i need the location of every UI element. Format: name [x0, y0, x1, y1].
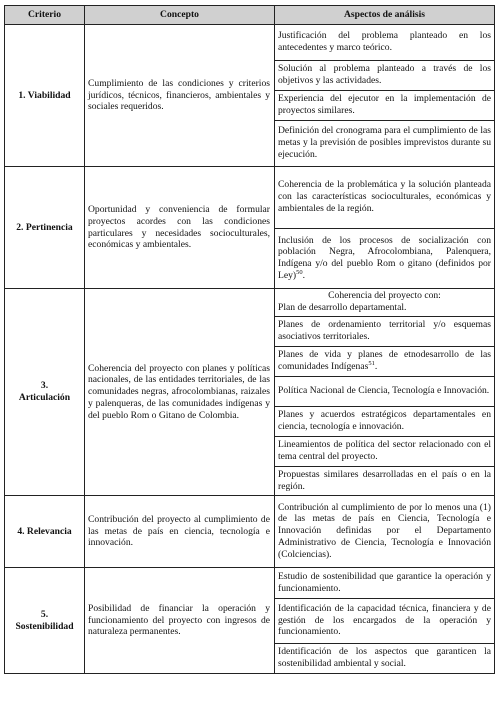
aspectos-subheader: Coherencia del proyecto con:: [328, 290, 441, 302]
aspecto-text: Planes de vida y planes de etnodesarrollo de las comunidades Indígenas: [278, 349, 491, 372]
aspecto-cell: Solución al problema planteado a través de los objetivos y las actividades.: [275, 61, 495, 91]
aspecto-cell: Justificación del problema planteado en los antecedentes y marco teórico.: [275, 25, 495, 61]
criterio-relevancia: 4. Relevancia: [5, 496, 85, 568]
aspecto-cell: Política Nacional de Ciencia, Tecnología e Innovación.: [275, 377, 495, 407]
aspecto-cell: Identificación de los aspectos que garanticen la sostenibilidad ambiental y social.: [275, 644, 495, 674]
concepto-pertinencia: Oportunidad y conveniencia de formular proyectos acordes con las condiciones particulares y necesidades socioculturales, económicas y ambientales.: [85, 167, 275, 289]
table-header-row: [5, 6, 495, 25]
footnote-marker: 51: [368, 359, 375, 367]
aspecto-cell: Contribución al cumplimiento de por lo menos una (1) de las metas de país en Ciencia, Tecnología e Innovación definidas por el Departamento Administrativo de Ciencia, Tecnología e Innovación (Colciencias).: [275, 496, 495, 568]
table-row: [5, 568, 495, 599]
criterio-articulacion: [5, 289, 85, 496]
header-criterio: Criterio: [5, 6, 85, 25]
criterio-number: 3.: [40, 380, 49, 392]
concepto-relevancia: Contribución del proyecto al cumplimiento de las metas de país en ciencia, tecnología e innovación.: [85, 496, 275, 568]
aspecto-cell: Estudio de sostenibilidad que garantice la operación y funcionamiento.: [275, 568, 495, 599]
aspecto-cell: Propuestas similares desarrolladas en el país o en la región.: [275, 467, 495, 496]
aspecto-cell: Planes y acuerdos estratégicos departamentales en ciencia, tecnología e innovación.: [275, 407, 495, 437]
table-row: [5, 167, 495, 229]
concepto-articulacion: Coherencia del proyecto con planes y políticas nacionales, de las entidades territoriales, de las comunidades negras, afrocolombianas, raizales y palenqueras, de las comunidades indígenas y del pueblo Rom o Gitano de Colombia.: [85, 289, 275, 496]
concepto-viabilidad: Cumplimiento de las condiciones y criterios jurídicos, técnicos, financieros, ambientales y sociales requeridos.: [85, 25, 275, 167]
criterio-label: Articulación: [18, 392, 71, 403]
aspecto-cell: Inclusión de los procesos de socialización con población Negra, Afrocolombiana, Palenquera, Indígena y/o del pueblo Rom o gitano (definidos por Ley)$^{50}$.: [275, 229, 495, 289]
aspecto-cell: [275, 289, 495, 317]
criterio-pertinencia: 2. Pertinencia: [5, 167, 85, 289]
aspecto-text: Inclusión de los procesos de socialización con población Negra, Afrocolombiana, Palenquera, Indígena y/o del pueblo Rom o gitano (definidos por Ley): [278, 234, 491, 281]
criterio-sostenibilidad: [5, 568, 85, 674]
table-row: [5, 289, 495, 317]
footnote-marker: 50: [296, 268, 303, 276]
aspecto-cell: Definición del cronograma para el cumplimiento de las metas y la previsión de posibles imprevistos durante su ejecución.: [275, 121, 495, 167]
table-row: [5, 25, 495, 61]
aspecto-cell: Identificación de la capacidad técnica, financiera y de gestión de los encargados de la operación y funcionamiento.: [275, 599, 495, 644]
analysis-criteria-table-container: [4, 5, 494, 674]
criterio-label: Sostenibilidad: [15, 620, 74, 632]
criterio-viabilidad: 1. Viabilidad: [5, 25, 85, 167]
aspecto-cell: Experiencia del ejecutor en la implementación de proyectos similares.: [275, 91, 495, 121]
aspecto-cell: Coherencia de la problemática y la solución planteada con las características socioculturales, económicas y ambientales de la región.: [275, 167, 495, 229]
aspecto-text: Plan de desarrollo departamental.: [278, 302, 407, 313]
aspecto-cell: Planes de ordenamiento territorial y/o esquemas asociativos territoriales.: [275, 317, 495, 347]
table-row: [5, 496, 495, 568]
header-aspectos: Aspectos de análisis: [275, 6, 495, 25]
analysis-criteria-table: [4, 5, 495, 674]
header-concepto: Concepto: [85, 6, 275, 25]
concepto-sostenibilidad: Posibilidad de financiar la operación y funcionamiento del proyecto con ingresos de naturaleza permanentes.: [85, 568, 275, 674]
aspecto-cell: Planes de vida y planes de etnodesarrollo de las comunidades Indígenas$^{51}$.: [275, 347, 495, 377]
criterio-number: 5.: [40, 608, 49, 620]
aspecto-cell: Lineamientos de política del sector relacionado con el tema central del proyecto.: [275, 437, 495, 467]
